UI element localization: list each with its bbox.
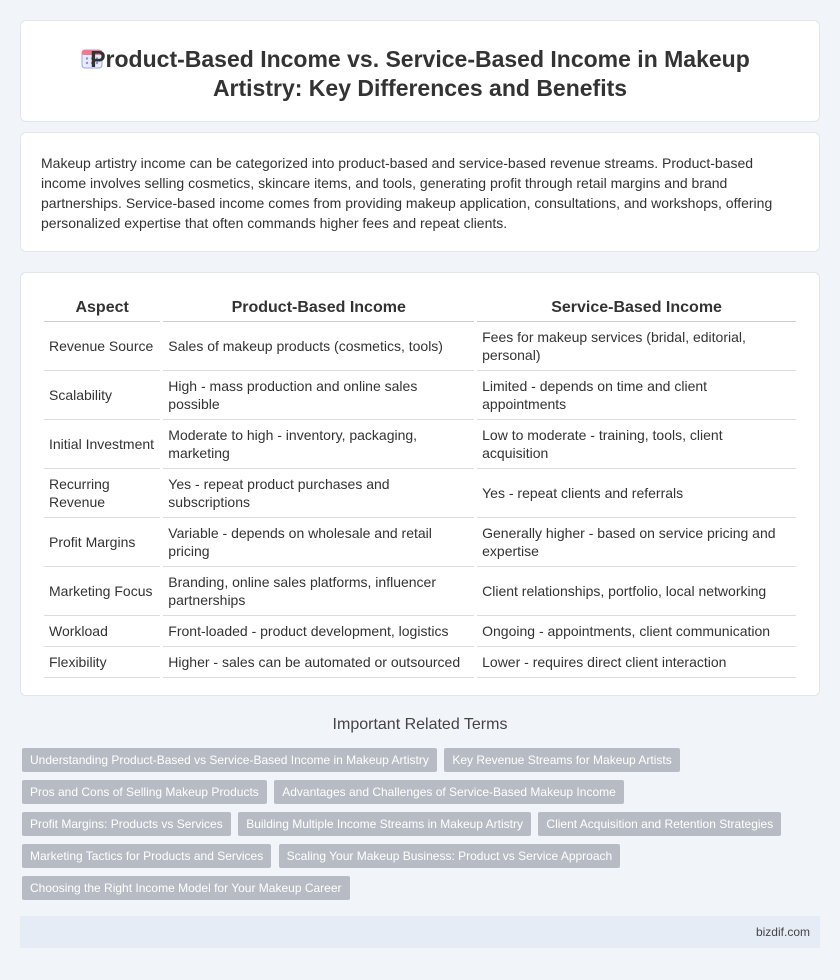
related-tags — [22, 748, 812, 908]
row-service: Ongoing - appointments, client communication — [477, 616, 796, 647]
table-row — [44, 469, 796, 518]
table-row — [44, 518, 796, 567]
comparison-table — [41, 295, 799, 678]
intro-text: Makeup artistry income can be categorized into product-based and service-based revenue streams. Product-based income involves selling cosmetics, skincare items, and tools, generating profit through retail margins and brand partnerships. Service-based income comes from providing makeup application, consultations, and workshops, offering personalized expertise that often commands higher fees and repeat clients. — [41, 155, 773, 231]
row-product: Moderate to high - inventory, packaging, marketing — [163, 420, 474, 469]
table-row — [44, 647, 796, 678]
row-aspect: Flexibility — [44, 647, 160, 678]
row-product: Variable - depends on wholesale and retail pricing — [163, 518, 474, 567]
row-product: Yes - repeat product purchases and subscriptions — [163, 469, 474, 518]
row-service: Yes - repeat clients and referrals — [477, 469, 796, 518]
row-product: Sales of makeup products (cosmetics, tools) — [163, 322, 474, 371]
table-row — [44, 567, 796, 616]
related-terms-title: Important Related Terms — [332, 716, 508, 733]
row-aspect: Recurring Revenue — [44, 469, 160, 518]
row-product: Higher - sales can be automated or outsourced — [163, 647, 474, 678]
row-service: Low to moderate - training, tools, client acquisition — [477, 420, 796, 469]
row-product: Front-loaded - product development, logistics — [163, 616, 474, 647]
header-card — [20, 20, 820, 122]
intro-card — [20, 132, 820, 252]
related-tag[interactable]: Scaling Your Makeup Business: Product vs Service Approach — [279, 844, 621, 868]
row-product: High - mass production and online sales possible — [163, 371, 474, 420]
row-service: Generally higher - based on service pricing and expertise — [477, 518, 796, 567]
table-row — [44, 322, 796, 371]
row-service: Client relationships, portfolio, local networking — [477, 567, 796, 616]
related-tag[interactable]: Advantages and Challenges of Service-Based Makeup Income — [274, 780, 624, 804]
header-aspect: Aspect — [44, 295, 160, 322]
row-aspect: Scalability — [44, 371, 160, 420]
related-tag[interactable]: Building Multiple Income Streams in Makeup Artistry — [238, 812, 531, 836]
row-service: Fees for makeup services (bridal, editorial, personal) — [477, 322, 796, 371]
row-service: Limited - depends on time and client appointments — [477, 371, 796, 420]
related-tag[interactable]: Key Revenue Streams for Makeup Artists — [444, 748, 679, 772]
related-tag[interactable]: Marketing Tactics for Products and Services — [22, 844, 271, 868]
row-aspect: Marketing Focus — [44, 567, 160, 616]
related-tag[interactable]: Profit Margins: Products vs Services — [22, 812, 231, 836]
related-tag[interactable]: Pros and Cons of Selling Makeup Products — [22, 780, 267, 804]
row-aspect: Profit Margins — [44, 518, 160, 567]
footer-site-link[interactable]: bizdif.com — [755, 925, 810, 939]
related-tag[interactable]: Choosing the Right Income Model for Your Makeup Career — [22, 876, 350, 900]
row-service: Lower - requires direct client interaction — [477, 647, 796, 678]
footer — [20, 916, 820, 948]
header-service: Service-Based Income — [477, 295, 796, 322]
related-tag[interactable]: Understanding Product-Based vs Service-Based Income in Makeup Artistry — [22, 748, 437, 772]
page-title: Product-Based Income vs. Service-Based Income in Makeup Artistry: Key Differences and Benefits — [90, 46, 750, 101]
table-row — [44, 616, 796, 647]
row-aspect: Initial Investment — [44, 420, 160, 469]
comparison-card — [20, 272, 820, 696]
table-row — [44, 420, 796, 469]
row-aspect: Workload — [44, 616, 160, 647]
related-tag[interactable]: Client Acquisition and Retention Strategies — [538, 812, 781, 836]
row-aspect: Revenue Source — [44, 322, 160, 371]
header-product: Product-Based Income — [163, 295, 474, 322]
row-product: Branding, online sales platforms, influencer partnerships — [163, 567, 474, 616]
table-row — [44, 371, 796, 420]
